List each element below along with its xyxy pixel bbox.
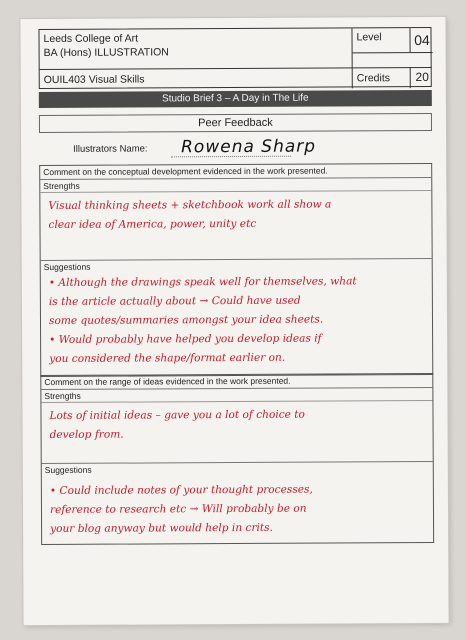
illustrator-name-value: Rowena Sharp [181, 136, 317, 158]
header-table [38, 27, 431, 89]
conceptual-suggestions-label: Suggestions [43, 261, 91, 272]
handwritten-line: is the article actually about → Could have used [48, 294, 301, 308]
range-section [40, 373, 434, 545]
range-heading: Comment on the range of ideas evidenced in the work presented. [41, 374, 432, 390]
college-name: Leeds College of Art [43, 32, 139, 45]
illustrator-name-label: Illustrators Name: [73, 143, 148, 155]
level-value: 04 [409, 28, 433, 52]
conceptual-strengths-block [40, 191, 431, 260]
handwritten-line: • Would probably have helped you develop ideas if [49, 332, 322, 346]
conceptual-strengths-text [40, 191, 431, 239]
range-suggestions-label: Suggestions [44, 464, 92, 475]
feedback-sheet [20, 17, 448, 625]
handwritten-line: reference to research etc → Will probably be on [49, 502, 307, 516]
conceptual-heading: Comment on the conceptual development evidenced in the work presented. [40, 164, 431, 180]
level-credits-cell [351, 28, 432, 88]
handwritten-line: Lots of initial ideas – gave you a lot of choice to [49, 408, 305, 422]
range-suggestions-block [42, 474, 433, 543]
handwritten-line: • Although the drawings speak well for themselves, what [48, 275, 357, 289]
handwritten-line: some quotes/summaries amongst your idea sheets. [48, 313, 324, 327]
conceptual-suggestions-text [41, 271, 433, 373]
conceptual-strengths-label: Strengths [40, 178, 431, 193]
range-strengths-text [41, 401, 432, 449]
conceptual-section [39, 163, 433, 377]
course-name: BA (Hons) ILLUSTRATION [43, 46, 169, 59]
handwritten-line: Visual thinking sheets + sketchbook work all show a [48, 198, 332, 212]
level-label: Level [356, 31, 382, 44]
range-strengths-label: Strengths [41, 388, 432, 403]
level-divider [353, 52, 433, 53]
handwritten-line: you considered the shape/format earlier on. [49, 351, 286, 365]
handwritten-line: develop from. [49, 428, 124, 441]
range-strengths-block [41, 401, 432, 463]
handwritten-line: • Could include notes of your thought processes, [49, 483, 313, 497]
name-underline [171, 156, 291, 158]
peer-feedback-title: Peer Feedback [39, 113, 432, 133]
brief-title-bar: Studio Brief 3 – A Day in The Life [39, 90, 432, 108]
conceptual-suggestions-block [41, 271, 433, 373]
range-suggestions-text [42, 474, 433, 543]
module-name: OUIL403 Visual Skills [43, 73, 145, 86]
handwritten-line: clear idea of America, power, unity etc [48, 217, 257, 231]
credits-label: Credits [356, 72, 391, 85]
handwritten-line: your blog anyway but would help in crits. [50, 521, 273, 535]
credits-value: 20 [410, 67, 434, 88]
